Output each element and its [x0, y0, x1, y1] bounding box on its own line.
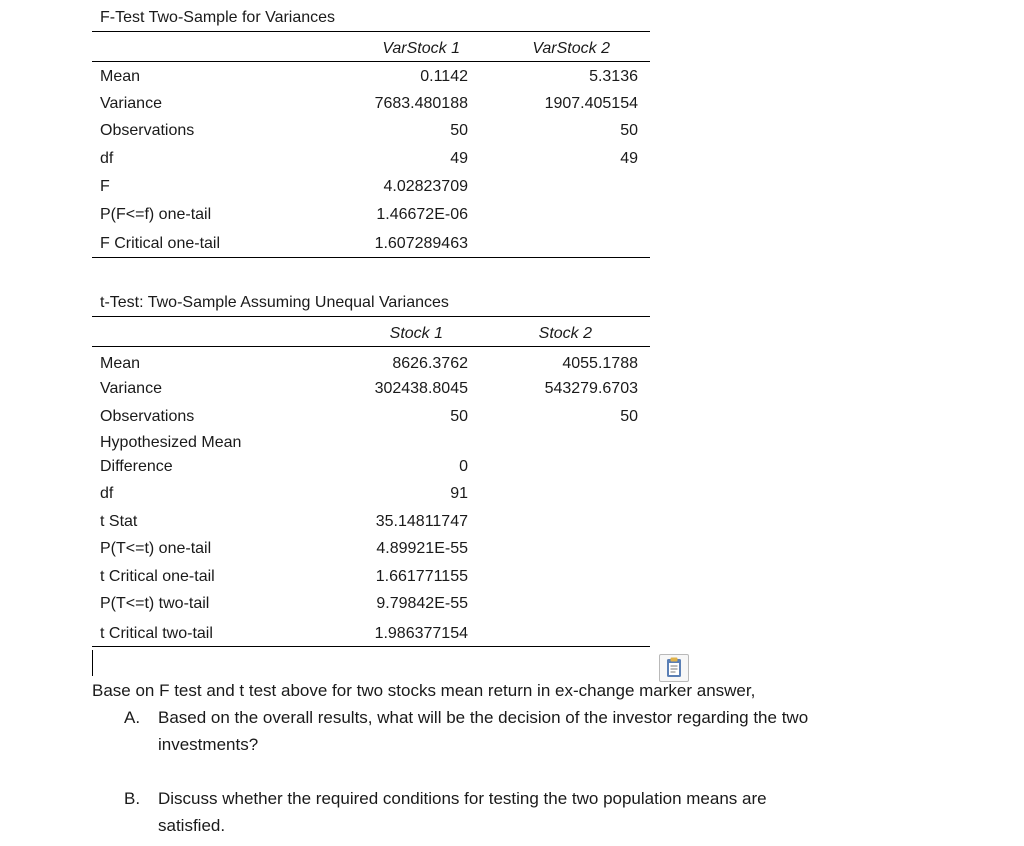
ftest-row-label: F: [100, 178, 110, 195]
question-a-line1: Based on the overall results, what will be the decision of the investor regarding the two: [158, 708, 809, 727]
ftest-row-label: Variance: [100, 95, 162, 112]
ttest-row-label: Difference: [100, 458, 173, 475]
clipboard-icon: [660, 655, 688, 681]
ftest-row-value1: 7683.480188: [374, 95, 468, 112]
ttest-row-label: P(T<=t) one-tail: [100, 540, 212, 557]
ttest-row-value1: 91: [450, 485, 468, 502]
ttest-header-rule: [92, 346, 650, 347]
ftest-header-rule: [92, 61, 650, 62]
text-cursor: [92, 650, 93, 676]
ftest-col1-header: VarStock 1: [382, 40, 460, 57]
ttest-row-value2: 50: [620, 408, 638, 425]
ftest-row-value2: 5.3136: [589, 68, 638, 85]
ttest-row-value1: 0: [459, 458, 468, 475]
ttest-row-label: df: [100, 485, 114, 502]
ttest-row-label: t Critical two-tail: [100, 625, 213, 642]
ttest-row-value1: 9.79842E-55: [376, 595, 468, 612]
ttest-row-label: t Stat: [100, 513, 138, 530]
ttest-row-value2: 4055.1788: [562, 355, 638, 372]
ttest-row-value1: 50: [450, 408, 468, 425]
ttest-row-label: Observations: [100, 408, 195, 425]
ttest-row-value1: 8626.3762: [392, 355, 468, 372]
ttest-top-rule: [92, 316, 650, 317]
ttest-row-value1: 35.14811747: [375, 513, 468, 530]
ttest-row-label: t Critical one-tail: [100, 568, 215, 585]
ftest-row-value1: 49: [450, 150, 468, 167]
ttest-row-value1: 1.986377154: [374, 625, 468, 642]
ftest-top-rule: [92, 31, 650, 32]
ftest-row-value1: 1.607289463: [374, 235, 468, 252]
question-a-line2: investments?: [158, 735, 259, 754]
ttest-row-label: Hypothesized Mean: [100, 434, 242, 451]
ftest-row-value1: 4.02823709: [383, 178, 468, 195]
ftest-row-value1: 1.46672E-06: [376, 206, 468, 223]
ttest-row-label: Mean: [100, 355, 141, 372]
ftest-row-value1: 50: [450, 122, 468, 139]
question-b-line2: satisfied.: [158, 816, 226, 835]
ttest-bottom-rule: [92, 646, 650, 647]
ttest-row-label: Variance: [100, 380, 162, 397]
ttest-row-value1: 4.89921E-55: [376, 540, 468, 557]
ftest-row-label: Observations: [100, 122, 195, 139]
ftest-bottom-rule: [92, 257, 650, 258]
ftest-row-value1: 0.1142: [420, 68, 468, 85]
ttest-col2-header: Stock 2: [538, 325, 592, 342]
ttest-row-value1: 302438.8045: [374, 380, 468, 397]
ttest-row-value1: 1.661771155: [375, 568, 468, 585]
ttest-row-value2: 543279.6703: [544, 380, 638, 397]
ftest-row-value2: 1907.405154: [544, 95, 638, 112]
ftest-row-value2: 50: [620, 122, 638, 139]
question-b-marker: B.: [124, 789, 141, 808]
ttest-row-label: P(T<=t) two-tail: [100, 595, 210, 612]
question-a-marker: A.: [124, 708, 141, 727]
question-intro: Base on F test and t test above for two stocks mean return in ex-change marker answer,: [92, 681, 756, 700]
ttest-col1-header: Stock 1: [389, 325, 443, 342]
ftest-col2-header: VarStock 2: [532, 40, 610, 57]
ftest-row-value2: 49: [620, 150, 638, 167]
question-b-line1: Discuss whether the required conditions for testing the two population means are: [158, 789, 767, 808]
ftest-row-label: Mean: [100, 68, 141, 85]
ttest-title: t-Test: Two-Sample Assuming Unequal Variances: [100, 294, 449, 311]
ftest-row-label: P(F<=f) one-tail: [100, 206, 212, 223]
ftest-title: F-Test Two-Sample for Variances: [100, 9, 336, 26]
paste-options-icon[interactable]: [659, 654, 689, 682]
ftest-row-label: df: [100, 150, 114, 167]
ftest-row-label: F Critical one-tail: [100, 235, 221, 252]
